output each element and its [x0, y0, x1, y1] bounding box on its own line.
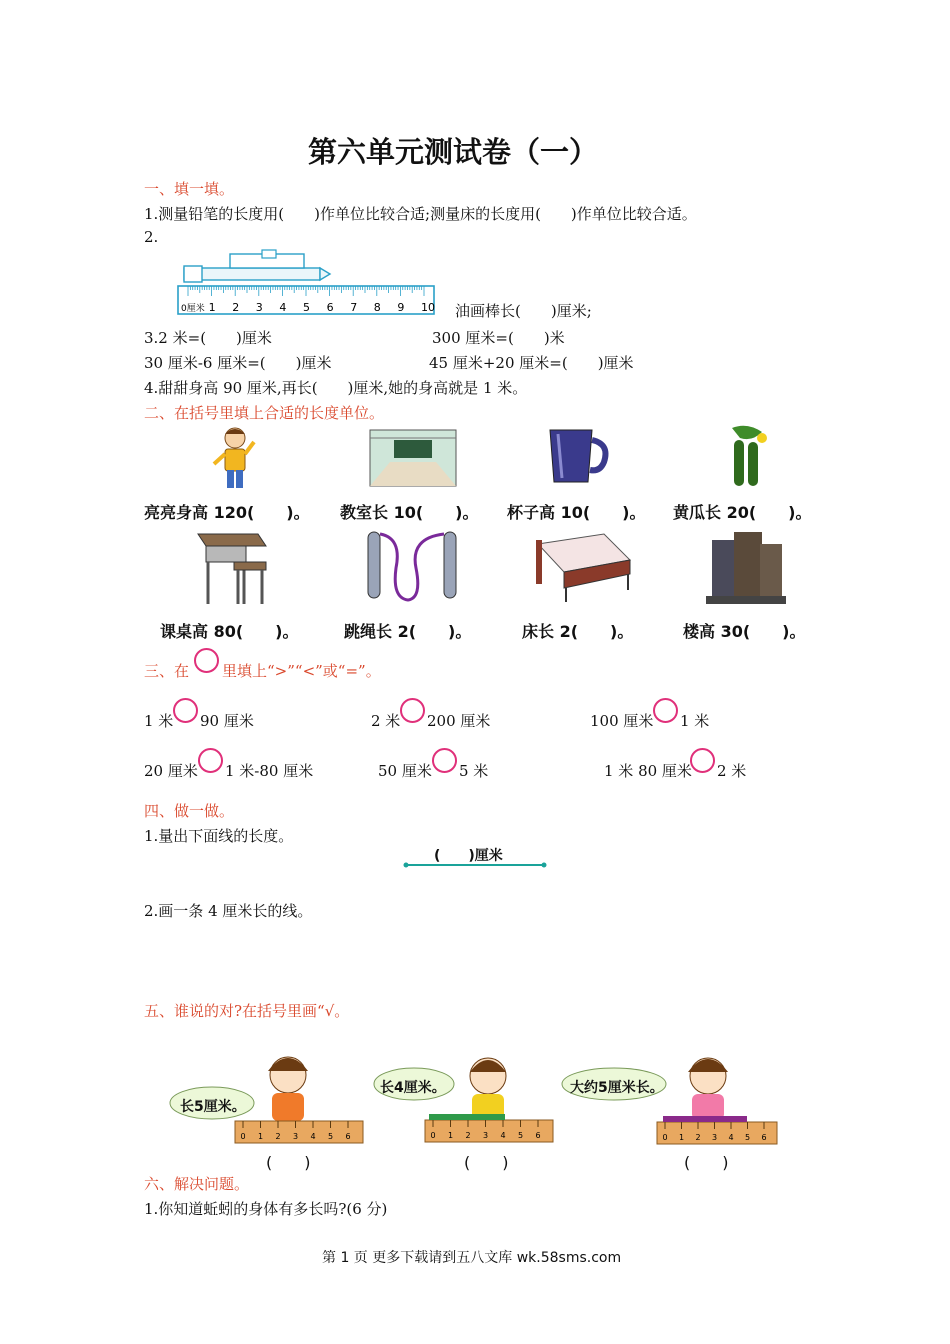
ruler-number: 9 — [397, 301, 405, 314]
question-1-4: 4.甜甜身高 90 厘米,再长( )厘米,她的身高就是 1 米。 — [144, 379, 528, 397]
ruler-number: 5 — [303, 301, 310, 314]
ruler-number: 3 — [483, 1131, 489, 1140]
compare-4-circle[interactable] — [198, 748, 223, 773]
ruler-number: 1 — [208, 301, 216, 314]
section-5-heading: 五、谁说的对?在括号里画“√。 — [144, 1002, 350, 1020]
section-4-heading: 四、做一做。 — [144, 802, 235, 820]
question-1-1: 1.测量铅笔的长度用( )作单位比较合适;测量床的长度用( )作单位比较合适。 — [144, 205, 697, 223]
circle-symbol-icon — [194, 648, 219, 673]
desk-picture — [192, 528, 272, 608]
ruler-number: 4 — [279, 301, 287, 314]
compare-3-right: 1 米 — [680, 712, 710, 730]
question-1-3b: 300 厘米=( )米 — [432, 329, 565, 347]
compare-3-circle[interactable] — [653, 698, 678, 723]
compare-1-right: 90 厘米 — [200, 712, 254, 730]
unit-item-desk-height: 课桌高 80( )。 — [160, 622, 299, 641]
question-1-2-number: 2. — [144, 228, 159, 246]
unit-item-bed-length: 床长 2( )。 — [522, 622, 634, 641]
ruler-number: 3 — [255, 301, 263, 314]
speech-bubble-2: 长4厘米。 — [380, 1080, 446, 1096]
compare-4-left: 20 厘米 — [144, 762, 198, 780]
classroom-picture — [370, 430, 456, 486]
unit-item-classroom-length: 教室长 10( )。 — [340, 503, 479, 522]
cucumber-picture — [722, 424, 772, 490]
page-footer: 第 1 页 更多下载请到五八文库 wk.58sms.com — [322, 1250, 622, 1266]
crayon-ruler-illustration — [178, 246, 438, 316]
ruler-number: 2 — [232, 301, 240, 314]
ruler-number: 3 — [712, 1133, 718, 1142]
ruler-number: 5 — [328, 1132, 334, 1141]
compare-6-right: 2 米 — [717, 762, 747, 780]
question-1-3d: 45 厘米+20 厘米=( )厘米 — [429, 354, 634, 372]
question-1-2-answer: 油画棒长( )厘米; — [455, 302, 592, 320]
unit-item-jump-rope-length: 跳绳长 2( )。 — [344, 622, 472, 641]
compare-5-left: 50 厘米 — [378, 762, 432, 780]
compare-5-right: 5 米 — [459, 762, 489, 780]
ruler-number: 6 — [761, 1133, 767, 1142]
ruler-2 — [425, 1120, 553, 1142]
compare-2-left: 2 米 — [371, 712, 401, 730]
line-length-label: ( )厘米 — [434, 848, 503, 864]
ruler-number: 3 — [293, 1132, 299, 1141]
question-4-1: 1.量出下面线的长度。 — [144, 827, 294, 845]
compare-4-right: 1 米-80 厘米 — [225, 762, 314, 780]
crayon-tip — [320, 268, 330, 280]
ruler-number: 4 — [728, 1133, 734, 1142]
compare-1-circle[interactable] — [173, 698, 198, 723]
section-3-heading-end: 里填上“>”“<”或“=”。 — [222, 662, 381, 680]
ruler-number: 1 — [258, 1132, 264, 1141]
crayon-cap — [184, 266, 202, 282]
answer-paren-3[interactable]: ( ) — [684, 1153, 729, 1172]
cup-picture — [546, 428, 612, 484]
ruler-number: 6 — [345, 1132, 351, 1141]
section-1-heading: 一、填一填。 — [144, 180, 235, 198]
ruler-number: 5 — [518, 1131, 524, 1140]
compare-6-circle[interactable] — [690, 748, 715, 773]
compare-1-left: 1 米 — [144, 712, 174, 730]
building-picture — [706, 530, 786, 606]
crayon-clip — [262, 250, 276, 258]
ruler-3 — [657, 1122, 777, 1144]
ruler-unit-label: 0厘米 — [181, 304, 205, 314]
section-3-heading-start: 三、在 — [144, 662, 190, 680]
ruler-number: 2 — [275, 1132, 281, 1141]
question-4-2: 2.画一条 4 厘米长的线。 — [144, 902, 313, 920]
ruler-number: 0 — [662, 1133, 668, 1142]
unit-item-cup-height: 杯子高 10( )。 — [507, 503, 646, 522]
unit-item-cucumber-length: 黄瓜长 20( )。 — [673, 503, 812, 522]
answer-paren-2[interactable]: ( ) — [464, 1153, 509, 1172]
speech-bubble-1: 长5厘米。 — [180, 1099, 246, 1115]
speech-bubble-3: 大约5厘米长。 — [570, 1080, 664, 1096]
ruler-number: 6 — [535, 1131, 541, 1140]
ruler-number: 8 — [373, 301, 381, 314]
ruler-number: 5 — [745, 1133, 751, 1142]
ruler-number: 7 — [350, 301, 358, 314]
ruler-number: 0 — [430, 1131, 436, 1140]
question-1-3a: 3.2 米=( )厘米 — [144, 329, 272, 347]
question-6-1: 1.你知道蚯蚓的身体有多长吗?(6 分) — [144, 1200, 388, 1218]
ruler-number: 2 — [465, 1131, 471, 1140]
bed-picture — [534, 530, 634, 604]
ruler-number: 6 — [326, 301, 334, 314]
ruler-number: 4 — [310, 1132, 316, 1141]
compare-5-circle[interactable] — [432, 748, 457, 773]
ruler-number: 0 — [240, 1132, 246, 1141]
ruler-number: 2 — [695, 1133, 701, 1142]
unit-item-building-height: 楼高 30( )。 — [683, 622, 806, 641]
unit-item-liangliang-height: 亮亮身高 120( )。 — [144, 503, 310, 522]
section-2-heading: 二、在括号里填上合适的长度单位。 — [144, 404, 385, 422]
measure-line — [403, 860, 547, 870]
ruler-number: 1 — [448, 1131, 454, 1140]
compare-2-circle[interactable] — [400, 698, 425, 723]
section-6-heading: 六、解决问题。 — [144, 1175, 250, 1193]
jump-rope-picture — [362, 528, 462, 608]
ruler-number: 4 — [500, 1131, 506, 1140]
compare-6-left: 1 米 80 厘米 — [604, 762, 692, 780]
boy-liangliang-picture — [210, 424, 260, 492]
ruler-number: 1 — [679, 1133, 685, 1142]
crayon-body — [184, 268, 320, 280]
question-1-3c: 30 厘米-6 厘米=( )厘米 — [144, 354, 332, 372]
ruler-1 — [235, 1121, 363, 1143]
answer-paren-1[interactable]: ( ) — [266, 1153, 311, 1172]
compare-3-left: 100 厘米 — [590, 712, 654, 730]
compare-2-right: 200 厘米 — [427, 712, 491, 730]
ruler-number: 10 — [421, 301, 435, 314]
page-title: 第六单元测试卷（一） — [308, 135, 599, 169]
